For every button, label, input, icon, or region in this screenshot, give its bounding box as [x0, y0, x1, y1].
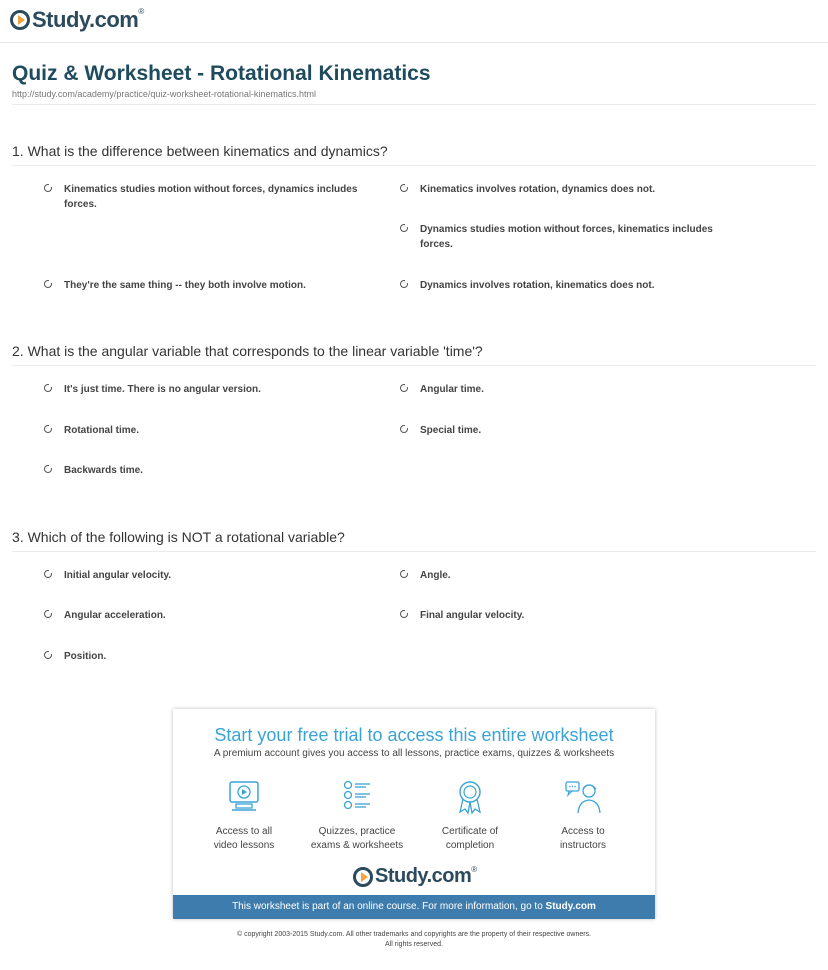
- question-text: 2. What is the angular variable that corresponds to the linear variable 'time'?: [12, 343, 816, 366]
- answer-text: Angle.: [420, 570, 451, 581]
- answer-option[interactable]: [400, 182, 740, 197]
- answer-option[interactable]: [400, 278, 740, 293]
- play-logo-icon: [353, 867, 373, 887]
- answer-text: Dynamics involves rotation, kinematics does not.: [420, 280, 655, 291]
- answer-option[interactable]: [400, 222, 740, 252]
- question-1: [12, 143, 816, 291]
- feature-label-line2: completion: [445, 840, 495, 851]
- answer-text: Kinematics involves rotation, dynamics does not.: [420, 184, 656, 195]
- question-2: [12, 343, 816, 476]
- radio-icon[interactable]: [44, 184, 52, 192]
- free-trial-promo[interactable]: [173, 709, 655, 919]
- radio-icon[interactable]: [44, 425, 52, 433]
- certificate-icon: [450, 779, 490, 815]
- quiz-list-icon: [337, 779, 377, 815]
- logo-name: Study: [32, 7, 89, 32]
- answer-option[interactable]: [400, 608, 740, 623]
- study-link[interactable]: Study.com: [545, 901, 596, 912]
- feature-label-line1: Access to all: [215, 826, 273, 837]
- radio-icon[interactable]: [44, 610, 52, 618]
- answer-option[interactable]: [44, 278, 384, 293]
- answer-option[interactable]: [400, 382, 740, 397]
- radio-icon[interactable]: [44, 384, 52, 392]
- answer-option[interactable]: [44, 568, 384, 583]
- answer-option[interactable]: [44, 182, 384, 212]
- answer-option[interactable]: [44, 463, 384, 478]
- feature-label-line2: exams & worksheets: [310, 840, 404, 851]
- logo-name: Study: [375, 865, 427, 887]
- feature-instructors: [528, 779, 638, 853]
- radio-icon[interactable]: [44, 570, 52, 578]
- answer-text: Final angular velocity.: [420, 610, 525, 621]
- answer-option[interactable]: [44, 423, 384, 438]
- radio-icon[interactable]: [400, 570, 408, 578]
- answer-text: It's just time. There is no angular version.: [64, 384, 261, 395]
- header-divider: [0, 42, 828, 43]
- feature-certificate: [415, 779, 525, 853]
- answer-text: Angular acceleration.: [64, 610, 166, 621]
- promo-info-bar: [173, 895, 655, 919]
- question-3: [12, 529, 816, 662]
- instructor-icon: [563, 779, 603, 815]
- radio-icon[interactable]: [400, 224, 408, 232]
- promo-headline: Start your free trial to access this entire worksheet: [214, 725, 614, 745]
- answer-text: Kinematics studies motion without forces, dynamics includes forces.: [64, 184, 358, 210]
- answer-text: They're the same thing -- they both involve motion.: [64, 280, 306, 291]
- logo-suffix: .com: [88, 7, 139, 32]
- feature-label-line2: video lessons: [213, 840, 275, 851]
- radio-icon[interactable]: [400, 184, 408, 192]
- answer-option[interactable]: [400, 423, 740, 438]
- play-logo-icon: [10, 10, 30, 30]
- answer-text: Rotational time.: [64, 425, 140, 436]
- copyright-line: © copyright 2003-2015 Study.com. All other trademarks and copyrights are the property of their respective owners.: [236, 931, 592, 938]
- radio-icon[interactable]: [400, 384, 408, 392]
- page-url[interactable]: http://study.com/academy/practice/quiz-worksheet-rotational-kinematics.html: [12, 89, 316, 99]
- radio-icon[interactable]: [44, 465, 52, 473]
- feature-label-line1: Quizzes, practice: [318, 826, 396, 837]
- feature-quizzes: [302, 779, 412, 853]
- promo-subhead: A premium account gives you access to all lessons, practice exams, quizzes & worksheets: [213, 748, 615, 759]
- logo-trademark: ®: [471, 865, 477, 874]
- radio-icon[interactable]: [400, 280, 408, 288]
- answer-text: Angular time.: [420, 384, 484, 395]
- feature-label-line1: Certificate of: [441, 826, 499, 837]
- answer-text: Dynamics studies motion without forces, kinematics includes forces.: [420, 224, 713, 250]
- radio-icon[interactable]: [400, 425, 408, 433]
- promo-bar-text: This worksheet is part of an online course. For more information, go to: [232, 901, 546, 912]
- answer-option[interactable]: [44, 649, 384, 664]
- feature-label-line2: instructors: [559, 840, 607, 851]
- question-text: 3. Which of the following is NOT a rotational variable?: [12, 529, 816, 552]
- feature-label-line1: Access to: [561, 826, 605, 837]
- rights-line: All rights reserved.: [385, 941, 443, 948]
- title-divider: [12, 104, 816, 105]
- radio-icon[interactable]: [44, 651, 52, 659]
- video-lessons-icon: [224, 779, 264, 815]
- question-text: 1. What is the difference between kinematics and dynamics?: [12, 143, 816, 166]
- copyright-footer: [0, 930, 828, 950]
- answer-option[interactable]: [44, 382, 384, 397]
- answer-option[interactable]: [400, 568, 740, 583]
- answer-text: Backwards time.: [64, 465, 143, 476]
- answer-text: Position.: [64, 651, 107, 662]
- answer-text: Special time.: [420, 425, 482, 436]
- radio-icon[interactable]: [400, 610, 408, 618]
- answer-option[interactable]: [44, 608, 384, 623]
- page-title: Quiz & Worksheet - Rotational Kinematics: [12, 62, 431, 85]
- logo-suffix: .com: [426, 865, 472, 887]
- study-logo-promo[interactable]: [353, 865, 477, 888]
- study-logo[interactable]: [10, 7, 144, 33]
- radio-icon[interactable]: [44, 280, 52, 288]
- feature-video-lessons: [189, 779, 299, 853]
- logo-trademark: ®: [138, 7, 144, 16]
- answer-text: Initial angular velocity.: [64, 570, 172, 581]
